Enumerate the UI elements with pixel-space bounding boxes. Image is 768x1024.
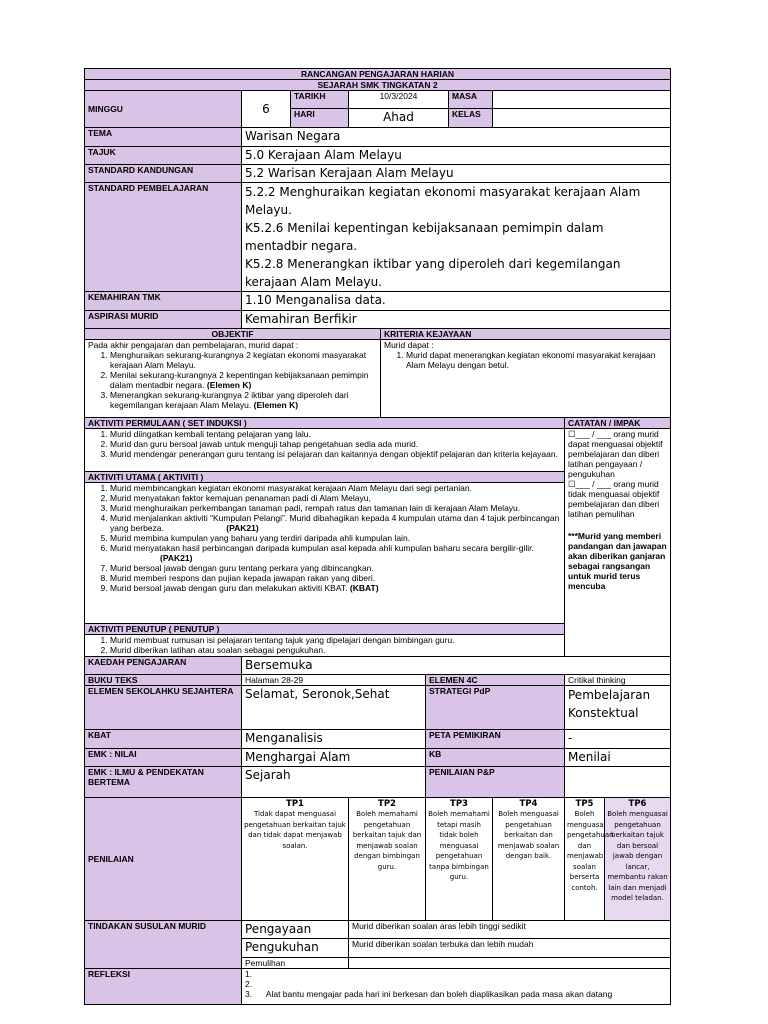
refleksi-content: [242, 969, 671, 1005]
catatan-note: ***Murid yang memberi pandangan dan jawapan akan diberikan ganjaran sebagai rangsangan untuk murid terus mencuba: [568, 531, 667, 591]
tp5-cell: TP5 Boleh menguasai pengetahuan dan menjawab soalan berserta contoh.: [565, 798, 605, 921]
sp-item: 5.2.2 Menghuraikan kegiatan ekonomi masyarakat kerajaan Alam Melayu.: [245, 185, 641, 217]
tema-value: Warisan Negara: [242, 128, 671, 147]
form-subtitle: SEJARAH SMK TINGKATAN 2: [85, 80, 671, 91]
peta-pemikiran-label: PETA PEMIKIRAN: [426, 730, 565, 749]
elemen-4c-value: Critikal thinking: [565, 675, 671, 686]
sp-item: K5.2.6 Menilai kepentingan kebijaksanaan pemimpin dalam mentadbir negara.: [245, 221, 604, 253]
permulaan-header: AKTIVITI PERMULAAN ( SET INDUKSI ): [85, 418, 565, 429]
objektif-content: [85, 340, 381, 418]
pemulihan-text: [349, 958, 671, 969]
standard-kandungan-label: STANDARD KANDUNGAN: [85, 165, 242, 183]
utama-item: 1. Murid membincangkan kegiatan ekonomi masyarakat kerajaan Alam Melayu dari segi pertanian.: [110, 483, 561, 493]
refleksi-line: 1.: [245, 969, 253, 979]
tp1-cell: TP1 Tidak dapat menguasai pengetahuan berkaitan tajuk dan tidak dapat menjawab soalan.: [242, 798, 349, 921]
kelas-label: KELAS: [449, 109, 493, 128]
tema-label: TEMA: [85, 128, 242, 147]
kb-label: KB: [426, 749, 565, 767]
minggu-label: MINGGU: [85, 91, 242, 128]
tp6-cell: TP6 Boleh menguasai pengetahuan berkaitan tajuk dan bersoal jawab dengan lancar, membantu rakan lain dan menjadi model teladan.: [605, 798, 671, 921]
tp4-cell: TP4 Boleh menguasai pengetahuan berkaitan dan menjawab soalan dengan baik.: [493, 798, 565, 921]
penutup-content: [85, 635, 565, 657]
pengayaan-text: Murid diberikan soalan aras lebih tinggi sedikit: [349, 921, 671, 939]
kelas-value: [493, 109, 671, 128]
buku-teks-label: BUKU TEKS: [85, 675, 242, 686]
standard-pembelajaran-value: [242, 183, 671, 292]
tarikh-label: TARIKH: [291, 91, 349, 109]
permulaan-item: 3. Murid mendengar penerangan guru tentang isi pelajaran dan kaitannya dengan objektif pelajaran dan kriteria kejayaan.: [110, 449, 561, 459]
kaedah-value: Bersemuka: [242, 657, 671, 675]
utama-item: 9. Murid bersoal jawab dengan guru dan melakukan aktiviti KBAT. (KBAT): [110, 583, 561, 593]
lesson-plan-table: [84, 68, 671, 1005]
buku-teks-value: Halaman 28-29: [242, 675, 426, 686]
emk-ilmu-label: EMK : ILMU & PENDEKATAN BERTEMA: [85, 767, 242, 798]
aspirasi-murid-value: Kemahiran Berfikir: [242, 311, 671, 329]
refleksi-label: REFLEKSI: [85, 969, 242, 1005]
form-title: RANCANGAN PENGAJARAN HARIAN: [85, 69, 671, 80]
masa-value: [493, 91, 671, 109]
permulaan-item: 1. Murid diingatkan kembali tentang pelajaran yang lalu.: [110, 429, 561, 439]
penilaian-pp-value: [565, 767, 671, 798]
pengukuhan-label: Pengukuhan: [242, 939, 349, 958]
objektif-item: 3. Menerangkan sekurang-kurangnya 2 iktibar yang diperoleh dari kegemilangan kerajaan Alam Melayu. (Elemen K): [110, 390, 377, 410]
pengayaan-label: Pengayaan: [242, 921, 349, 939]
peta-pemikiran-value: -: [565, 730, 671, 749]
utama-item: 4. Murid menjalankan aktiviti “Kumpulan Pelangi”. Murid dibahagikan kepada 4 kumpulan utama dan 4 tajuk perbincangan yang berbeza. (PAK21): [110, 513, 561, 533]
catatan-content: [565, 429, 671, 657]
sp-item: K5.2.8 Menerangkan iktibar yang diperoleh dari kegemilangan kerajaan Alam Melayu.: [245, 257, 621, 289]
penilaian-label: PENILAIAN: [85, 798, 242, 921]
minggu-value: 6: [242, 91, 291, 128]
tindakan-label: TINDAKAN SUSULAN MURID: [85, 921, 242, 969]
strategi-label: STRATEGI PdP: [426, 686, 565, 730]
aspirasi-murid-label: ASPIRASI MURID: [85, 311, 242, 329]
pemulihan-label: Pemulihan: [242, 958, 349, 969]
catatan-line: ☐___ / ___ orang murid tidak menguasai objektif pembelajaran dan diberi latihan pemulihan: [568, 479, 660, 519]
kriteria-header: KRITERIA KEJAYAAN: [381, 329, 671, 340]
refleksi-line: 2.: [245, 979, 253, 989]
kemahiran-tmk-label: KEMAHIRAN TMK: [85, 292, 242, 311]
refleksi-line: 3. Alat bantu mengajar pada hari ini berkesan dan boleh diaplikasikan pada masa akan datang: [245, 989, 613, 999]
hari-value: Ahad: [349, 109, 449, 128]
kbat-value: Menganalisis: [242, 730, 426, 749]
utama-header: AKTIVITI UTAMA ( AKTIVITI ): [85, 472, 565, 483]
tajuk-label: TAJUK: [85, 147, 242, 165]
catatan-line: ☐___ / ___ orang murid dapat menguasai objektif pembelajaran dan diberi latihan pengayaan / pengukuhan: [568, 429, 663, 479]
kbat-label: KBAT: [85, 730, 242, 749]
hari-label: HARI: [291, 109, 349, 128]
standard-pembelajaran-label: STANDARD PEMBELAJARAN: [85, 183, 242, 292]
permulaan-content: [85, 429, 565, 472]
standard-kandungan-value: 5.2 Warisan Kerajaan Alam Melayu: [242, 165, 671, 183]
tp2-cell: TP2 Boleh memahami pengetahuan berkaitan tajuk dan menjawab soalan dengan bimbingan guru.: [349, 798, 426, 921]
elemen-4c-label: ELEMEN 4C: [426, 675, 565, 686]
lesson-plan-sheet: [84, 68, 670, 1005]
tarikh-value: 10/3/2024: [349, 91, 449, 109]
emk-nilai-value: Menghargai Alam: [242, 749, 426, 767]
penilaian-pp-label: PENILAIAN P&P: [426, 767, 565, 798]
objektif-intro: Pada akhir pengajaran dan pembelajaran, murid dapat :: [88, 340, 299, 350]
utama-item: 6. Murid menyatakan hasil perbincangan daripada kumpulan asal kepada ahli kumpulan baharu secara bergilir-gilir. (PAK21): [110, 543, 561, 563]
catatan-header: CATATAN / IMPAK: [565, 418, 671, 429]
elemen-sekolah-value: Selamat, Seronok,Sehat: [242, 686, 426, 730]
pengukuhan-text: Murid diberikan soalan terbuka dan lebih mudah: [349, 939, 671, 958]
utama-item: 7. Murid bersoal jawab dengan guru tentang perkara yang dibincangkan.: [110, 563, 561, 573]
kb-value: Menilai: [565, 749, 671, 767]
objektif-item: 2. Menilai sekurang-kurangnya 2 kepentingan kebijaksanaan pemimpin dalam mentadbir negara. (Elemen K): [110, 370, 377, 390]
tajuk-value: 5.0 Kerajaan Alam Melayu: [242, 147, 671, 165]
emk-nilai-label: EMK : NILAI: [85, 749, 242, 767]
kriteria-content: [381, 340, 671, 418]
kriteria-item: 1. Murid dapat menerangkan kegiatan ekonomi masyarakat kerajaan Alam Melayu dengan betul.: [406, 350, 667, 370]
utama-item: 5. Murid membina kumpulan yang baharu yang terdiri daripada ahli kumpulan lain.: [110, 533, 561, 543]
elemen-sekolah-label: ELEMEN SEKOLAHKU SEJAHTERA: [85, 686, 242, 730]
kemahiran-tmk-value: 1.10 Menganalisa data.: [242, 292, 671, 311]
permulaan-item: 2. Murid dan guru bersoal jawab untuk menguji tahap pengetahuan sedia ada murid.: [110, 439, 561, 449]
masa-label: MASA: [449, 91, 493, 109]
penutup-item: 1. Murid membuat rumusan isi pelajaran tentang tajuk yang dipelajari dengan bimbingan guru.: [110, 635, 561, 645]
utama-content: [85, 483, 565, 624]
penutup-header: AKTIVITI PENUTUP ( PENUTUP ): [85, 624, 565, 635]
utama-item: 3. Murid menghuraikan perkembangan tanaman padi, rempah ratus dan tamanan lain di kerajaan Alam Melayu.: [110, 503, 561, 513]
utama-item: 8. Murid memberi respons dan pujian kepada jawapan rakan yang diberi.: [110, 573, 561, 583]
kaedah-label: KAEDAH PENGAJARAN: [85, 657, 242, 675]
objektif-header: OBJEKTIF: [85, 329, 381, 340]
tp3-cell: TP3 Boleh memahami tetapi masih tidak boleh menguasai pengetahuan tanpa bimbingan guru.: [426, 798, 493, 921]
utama-item: 2. Murid menyatakan faktor kemajuan penanaman padi di Alam Melayu,: [110, 493, 561, 503]
kriteria-intro: Murid dapat :: [384, 340, 434, 350]
objektif-item: 1. Menghuraikan sekurang-kurangnya 2 kegiatan ekonomi masyarakat kerajaan Alam Melayu.: [110, 350, 377, 370]
penutup-item: 2. Murid diberikan latihan atau soalan sebagai pengukuhan.: [110, 645, 561, 655]
strategi-value: Pembelajaran Konstektual: [565, 686, 671, 730]
emk-ilmu-value: Sejarah: [242, 767, 426, 798]
